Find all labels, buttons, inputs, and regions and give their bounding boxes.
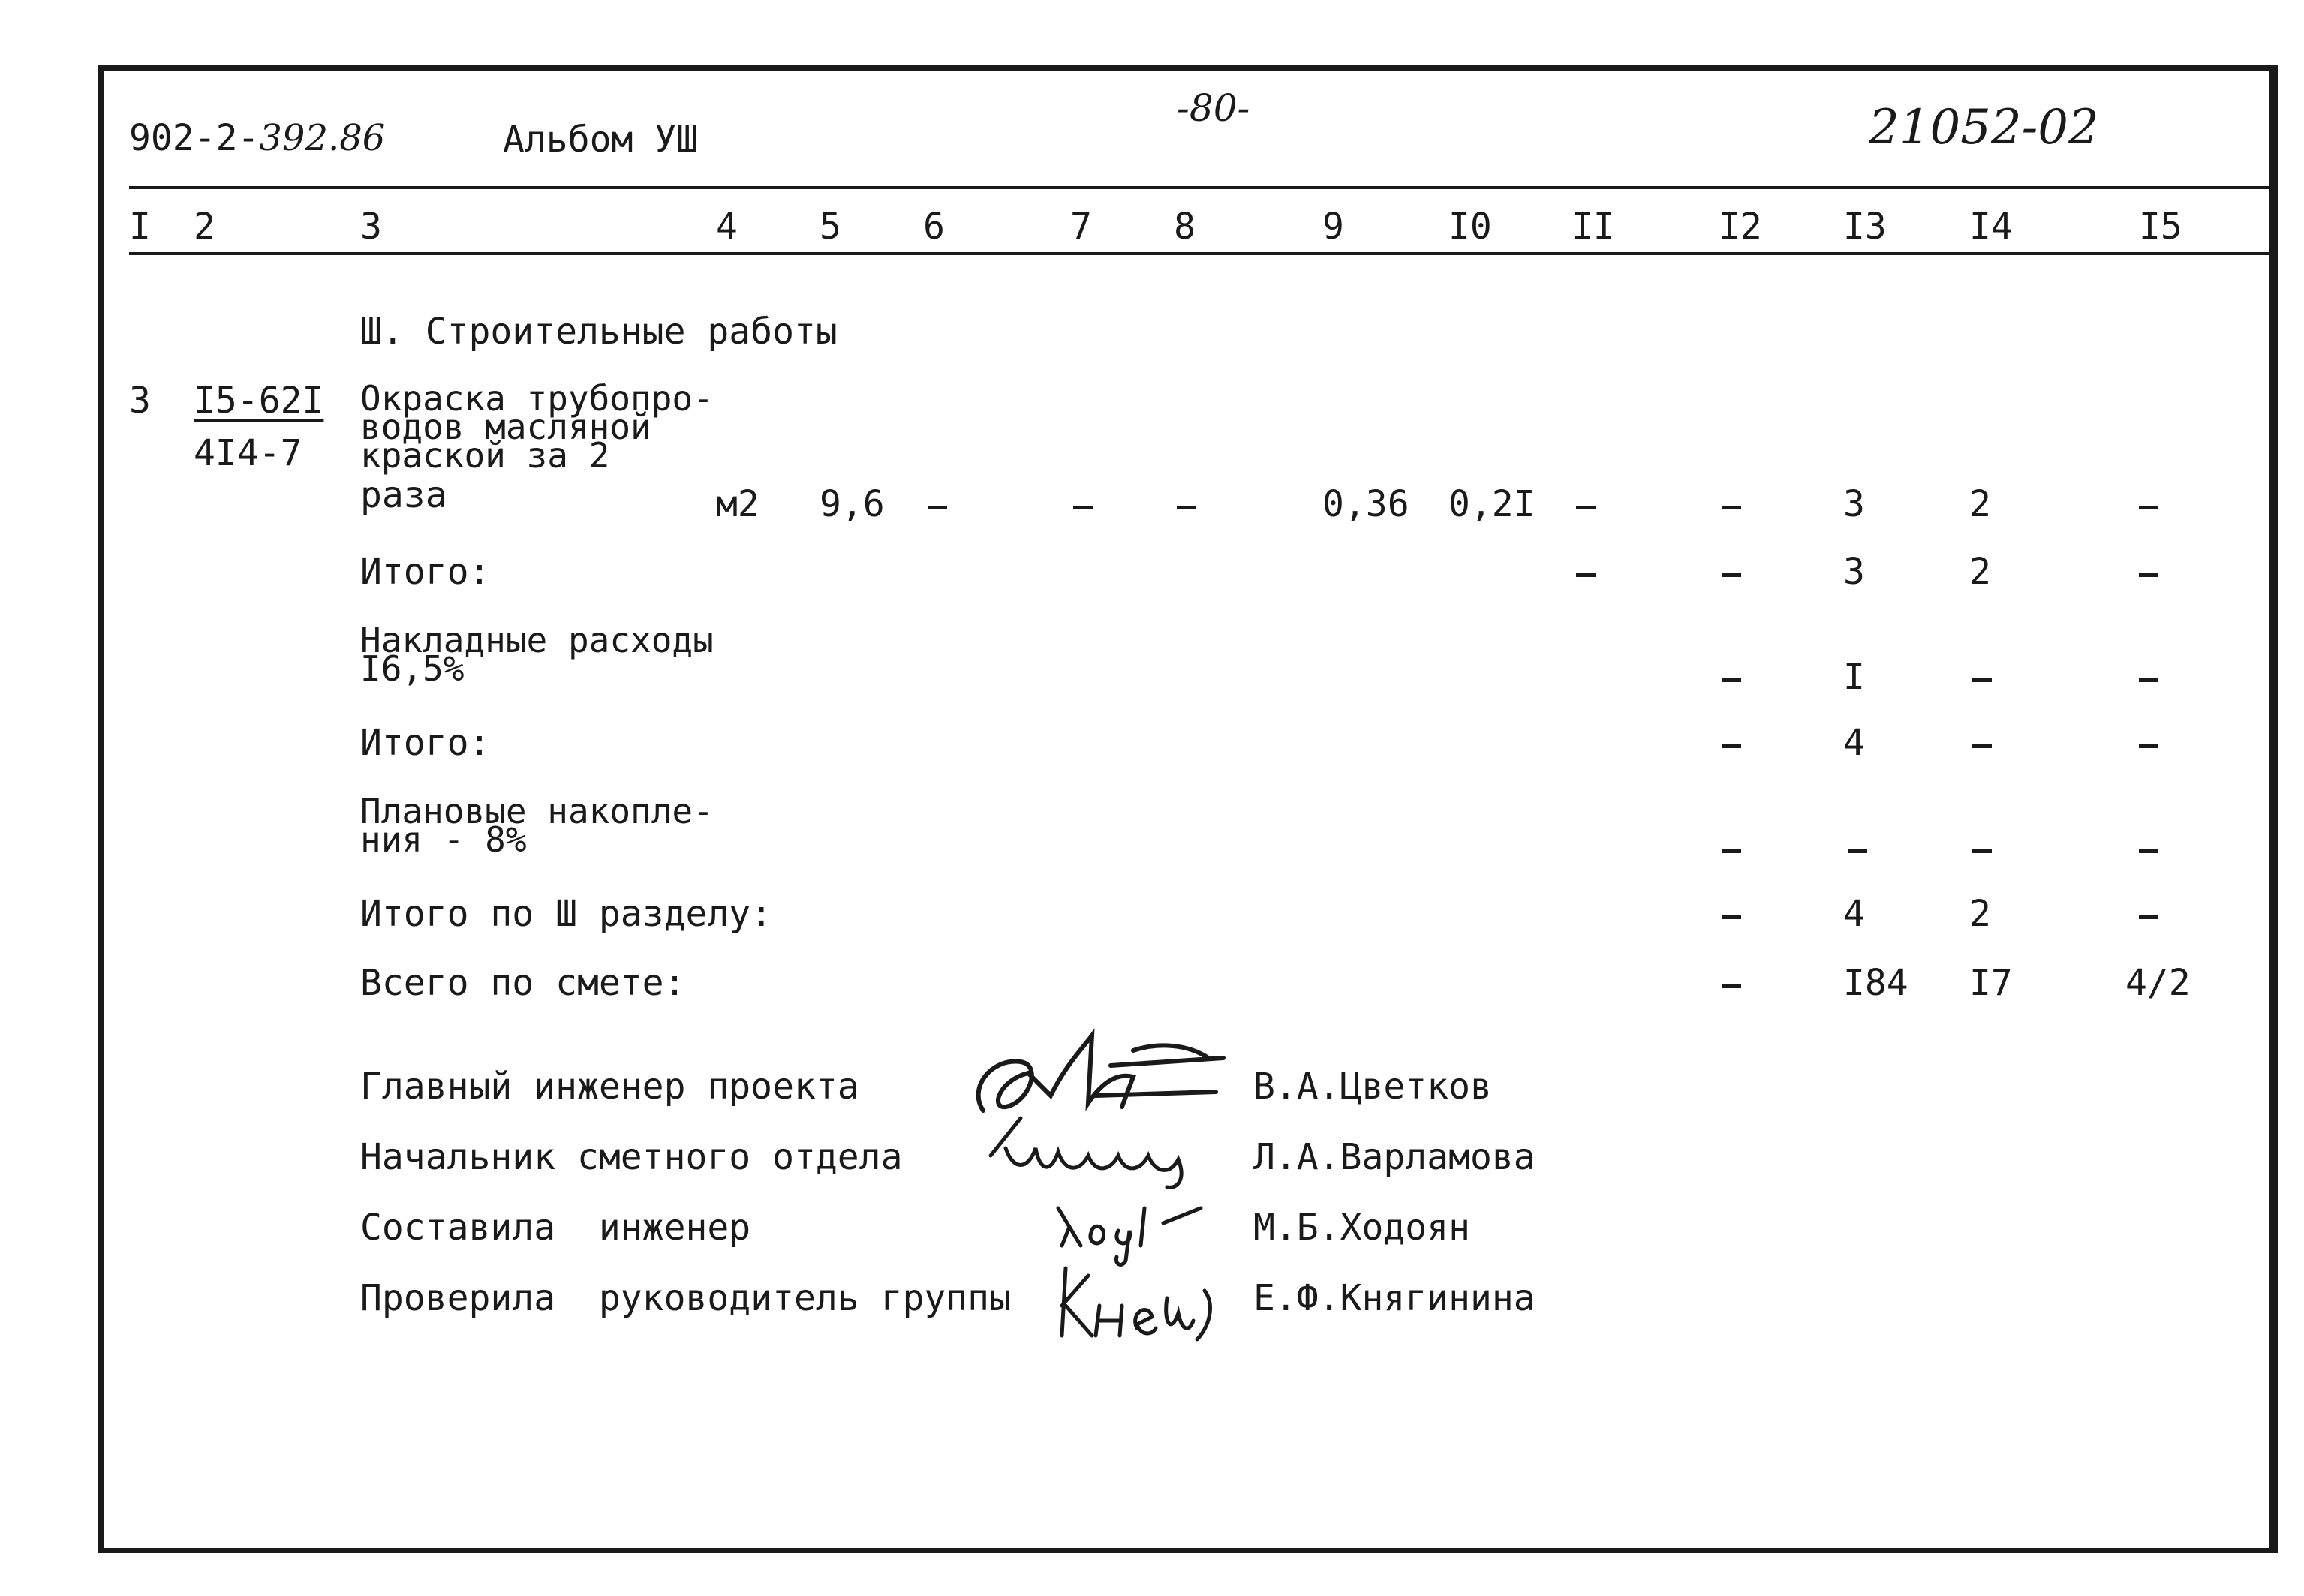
item-number: 3 [129,380,151,422]
nakladnye-label-line-1: Накладные расходы [360,620,714,660]
dash-c6 [928,506,947,509]
signature-role-3: Составила инженер [360,1207,751,1249]
item-description-line-2: водов масляной [360,407,651,447]
itogo-2-c13: 4 [1843,722,1865,764]
col-4: 4 [716,206,738,248]
signature-role-4: Проверила руководитель группы [360,1277,1011,1319]
dash [2139,573,2158,577]
col-15: I5 [2139,206,2182,248]
col-7: 7 [1070,206,1092,248]
nakladnye-label-line-2: I6,5% [360,648,465,689]
itogo-1-c14: 2 [1969,551,1991,593]
col-13: I3 [1843,206,1887,248]
col-10: I0 [1448,206,1492,248]
col-3: 3 [360,206,382,248]
planovye-label-line-1: Плановые накопле- [360,791,714,831]
item-description-line-4: раза [360,474,447,516]
col-6: 6 [923,206,945,248]
itogo-1-label: Итого: [360,551,491,593]
dash [1722,678,1741,682]
itogo-razdel-c14: 2 [1969,893,1991,935]
item-c14: 2 [1969,483,1991,525]
dash [2139,915,2158,919]
planovye-label-line-2: ния - 8% [360,819,527,860]
album-title: Альбом УШ [503,119,699,161]
dash [1576,573,1596,577]
dash-c15 [2139,506,2158,509]
dash-c12 [1722,506,1741,509]
dash [1972,678,1992,682]
section-title: Ш. Строительные работы [360,311,838,353]
signature-name-2: Л.А.Варламова [1253,1136,1535,1178]
vsego-label: Всего по смете: [360,962,686,1004]
document-number: 21052-02 [1869,100,2099,155]
vsego-c13: I84 [1843,962,1908,1004]
signature-mark-3 [1051,1186,1246,1268]
item-code: I5-62I [194,380,324,422]
signature-name-1: В.А.Цветков [1253,1066,1492,1108]
nakladnye-c13: I [1843,656,1865,698]
itogo-1-c13: 3 [1843,551,1865,593]
dash [1722,984,1741,988]
itogo-razdel-c13: 4 [1843,893,1865,935]
project-code: 902-2-392.86 [129,117,386,159]
col-2: 2 [194,206,215,248]
itogo-2-label: Итого: [360,722,491,764]
col-8: 8 [1174,206,1196,248]
signature-role-2: Начальник сметного отдела [360,1136,903,1178]
item-c10: 0,2I [1448,483,1535,525]
dash [1722,573,1741,577]
vsego-c14: I7 [1969,962,2013,1004]
item-quantity: 9,6 [820,483,885,525]
vsego-c15: 4/2 [2125,962,2191,1004]
dash-c7 [1073,506,1093,509]
signature-name-3: М.Б.Ходоян [1253,1207,1470,1249]
column-header-rule [129,252,2272,255]
col-9: 9 [1322,206,1344,248]
dash [1972,744,1992,748]
dash [2139,744,2158,748]
dash [1848,849,1867,853]
col-11: II [1572,206,1615,248]
dash-c11 [1576,506,1596,509]
item-subcode: 4I4-7 [194,432,302,474]
item-c9: 0,36 [1322,483,1409,525]
signature-mark-2 [976,1103,1216,1193]
col-12: I2 [1719,206,1762,248]
header-rule [129,186,2272,189]
item-c13: 3 [1843,483,1865,525]
item-description-line-1: Окраска трубопро- [360,378,714,419]
col-14: I4 [1969,206,2013,248]
signature-name-4: Е.Ф.Княгинина [1253,1277,1535,1319]
dash [1722,849,1741,853]
signature-role-1: Главный инженер проекта [360,1066,859,1108]
itogo-razdel-label: Итого по Ш разделу: [360,893,773,935]
dash [1722,915,1741,919]
dash [2139,849,2158,853]
signature-mark-4 [1051,1261,1253,1343]
page-number: -80- [1177,86,1250,130]
dash-c8 [1177,506,1196,509]
item-description-line-3: краской за 2 [360,435,610,476]
col-1: I [129,206,151,248]
dash [2139,678,2158,682]
project-code-handwritten: 392.86 [259,117,386,159]
dash [1722,744,1741,748]
dash [1972,849,1992,853]
item-unit: м2 [716,483,759,525]
col-5: 5 [820,206,841,248]
